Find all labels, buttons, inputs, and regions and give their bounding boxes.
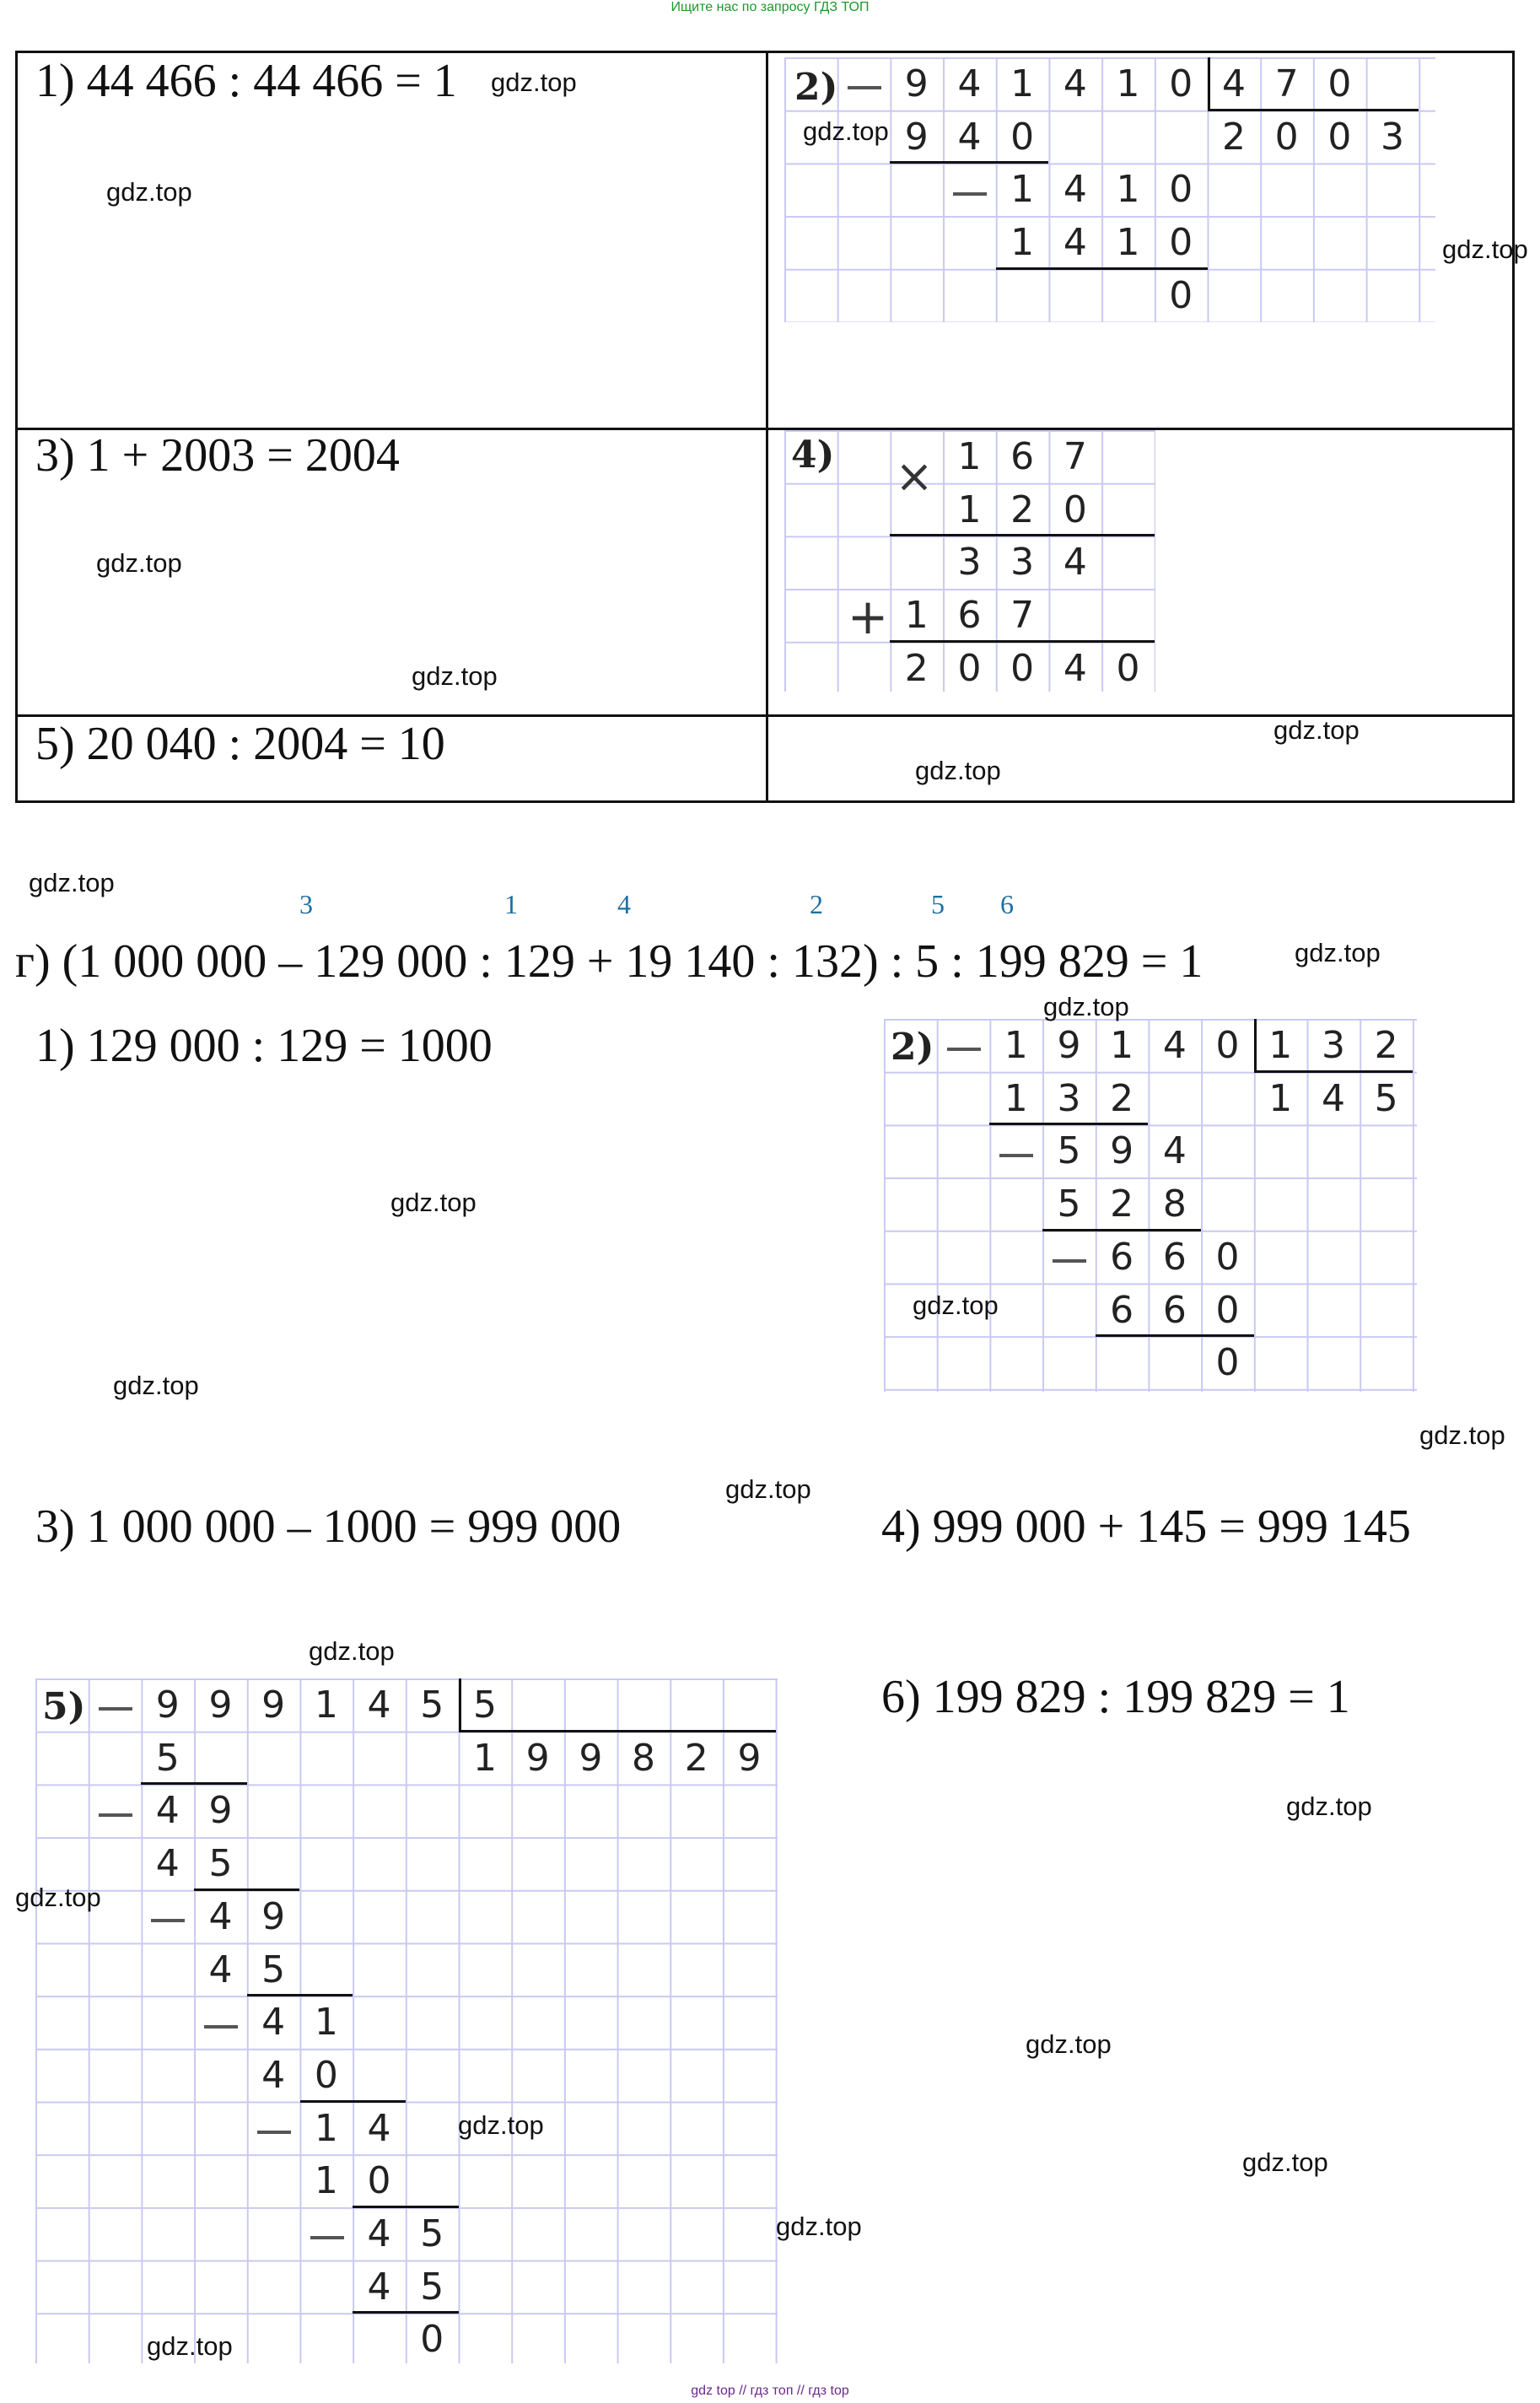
plus-icon: + bbox=[847, 588, 889, 646]
watermark: gdz.top bbox=[776, 2212, 862, 2241]
product-digit: 2 bbox=[904, 646, 929, 690]
step-digit: 2 bbox=[1110, 1076, 1134, 1120]
step-digit: 4 bbox=[1063, 168, 1087, 212]
quotient-digit: 1 bbox=[472, 1736, 497, 1780]
underline bbox=[890, 161, 1048, 164]
step-digit: 9 bbox=[261, 1894, 286, 1938]
g-division-5-grid bbox=[35, 1678, 778, 2363]
underline bbox=[459, 1730, 776, 1732]
step-label: 4) bbox=[791, 434, 835, 477]
watermark: gdz.top bbox=[913, 1290, 999, 1320]
partial-digit: 1 bbox=[904, 594, 929, 638]
quotient-digit: 3 bbox=[1381, 115, 1405, 159]
watermark: gdz.top bbox=[458, 2110, 544, 2140]
quotient-digit: 0 bbox=[1327, 115, 1352, 159]
order-mark: 6 bbox=[1000, 889, 1014, 919]
watermark: gdz.top bbox=[1419, 1420, 1505, 1450]
cell-empty bbox=[767, 716, 1514, 802]
step-digit: 6 bbox=[1110, 1288, 1134, 1332]
step-digit: 0 bbox=[367, 2159, 391, 2203]
watermark: gdz.top bbox=[915, 756, 1001, 785]
step-digit: 9 bbox=[904, 115, 929, 159]
minus-sign bbox=[947, 1048, 981, 1051]
step-digit: 6 bbox=[1162, 1235, 1187, 1279]
watermark: gdz.top bbox=[1273, 715, 1360, 745]
minus-sign bbox=[310, 2236, 344, 2239]
dividend-digit: 1 bbox=[1110, 1024, 1134, 1067]
step-digit: 6 bbox=[1110, 1235, 1134, 1279]
watermark: gdz.top bbox=[390, 1188, 477, 1217]
dividend-digit: 4 bbox=[367, 1684, 391, 1727]
step-digit: 4 bbox=[208, 1894, 233, 1938]
underline bbox=[353, 2311, 458, 2314]
step-digit: 4 bbox=[261, 2001, 286, 2045]
step-digit: 5 bbox=[261, 1948, 286, 1991]
division-bracket bbox=[459, 1678, 461, 1732]
factor-digit: 7 bbox=[1063, 435, 1087, 478]
step-digit: 0 bbox=[1010, 115, 1035, 159]
quotient-digit: 8 bbox=[632, 1736, 656, 1780]
minus-sign bbox=[99, 1707, 132, 1711]
product-digit: 0 bbox=[1116, 646, 1140, 690]
step-digit: 4 bbox=[261, 2053, 286, 2097]
dividend-digit: 4 bbox=[1063, 62, 1087, 105]
step-digit: 4 bbox=[957, 115, 982, 159]
product-digit: 4 bbox=[1063, 646, 1087, 690]
step-digit: 4 bbox=[155, 1842, 180, 1886]
step-digit: 4 bbox=[1063, 221, 1087, 265]
underline bbox=[194, 1888, 299, 1891]
divisor-digit: 1 bbox=[1268, 1024, 1293, 1067]
footer-links[interactable]: gdz top // гдз топ // гдз top bbox=[691, 2384, 849, 2398]
dividend-digit: 9 bbox=[1057, 1024, 1081, 1067]
step-digit: 5 bbox=[1057, 1183, 1081, 1226]
watermark: gdz.top bbox=[113, 1371, 199, 1400]
minus-sign bbox=[999, 1154, 1033, 1157]
step-digit: 5 bbox=[208, 1842, 233, 1886]
order-mark: 4 bbox=[617, 889, 631, 919]
step-digit: 1 bbox=[1116, 221, 1140, 265]
step-digit: 4 bbox=[208, 1948, 233, 1991]
step-digit: 4 bbox=[367, 2106, 391, 2150]
quotient-digit: 9 bbox=[737, 1736, 762, 1780]
watermark: gdz.top bbox=[1295, 938, 1381, 967]
dividend-digit: 9 bbox=[261, 1684, 286, 1727]
underline bbox=[1254, 1070, 1413, 1073]
partial-digit: 3 bbox=[957, 541, 982, 585]
underline bbox=[1042, 1229, 1201, 1231]
step-digit: 0 bbox=[1169, 273, 1193, 317]
underline bbox=[996, 267, 1208, 270]
order-mark: 5 bbox=[931, 889, 945, 919]
division-bracket bbox=[1208, 57, 1210, 110]
step-digit: 5 bbox=[155, 1736, 180, 1780]
watermark: gdz.top bbox=[96, 548, 182, 578]
underline bbox=[141, 1782, 246, 1785]
dividend-digit: 9 bbox=[208, 1684, 233, 1727]
step-digit: 0 bbox=[1215, 1288, 1240, 1332]
minus-sign bbox=[204, 2025, 238, 2029]
partial-digit: 4 bbox=[1063, 541, 1087, 585]
step-digit: 1 bbox=[1010, 221, 1035, 265]
watermark: gdz.top bbox=[725, 1474, 811, 1504]
g-equation-6: 6) 199 829 : 199 829 = 1 bbox=[881, 1671, 1350, 1723]
top-banner[interactable]: Ищите нас по запросу ГДЗ ТОП bbox=[670, 0, 870, 14]
underline bbox=[890, 640, 1155, 643]
dividend-digit: 1 bbox=[1116, 62, 1140, 105]
v-equation-1: 1) 44 466 : 44 466 = 1 bbox=[35, 55, 457, 107]
cell-step-1 bbox=[17, 52, 767, 429]
partial-digit: 6 bbox=[957, 594, 982, 638]
step-digit: 3 bbox=[1057, 1076, 1081, 1120]
product-digit: 0 bbox=[1010, 646, 1035, 690]
g-equation-3: 3) 1 000 000 – 1000 = 999 000 bbox=[35, 1501, 622, 1553]
underline bbox=[353, 2206, 458, 2208]
watermark: gdz.top bbox=[1026, 2029, 1112, 2059]
step-digit: 4 bbox=[367, 2212, 391, 2255]
dividend-digit: 4 bbox=[1162, 1024, 1187, 1067]
dividend-digit: 1 bbox=[1010, 62, 1035, 105]
underline bbox=[1096, 1334, 1254, 1337]
quotient-digit: 2 bbox=[1221, 115, 1246, 159]
quotient-digit: 9 bbox=[525, 1736, 550, 1780]
dividend-digit: 9 bbox=[904, 62, 929, 105]
step-digit: 1 bbox=[314, 2106, 338, 2150]
watermark: gdz.top bbox=[491, 67, 577, 97]
step-digit: 9 bbox=[1110, 1129, 1134, 1173]
step-digit: 1 bbox=[314, 2159, 338, 2203]
g-equation-4: 4) 999 000 + 145 = 999 145 bbox=[881, 1501, 1411, 1553]
step-digit: 0 bbox=[420, 2318, 444, 2362]
watermark: gdz.top bbox=[1242, 2147, 1328, 2177]
v-equation-5: 5) 20 040 : 2004 = 10 bbox=[35, 718, 445, 770]
factor-digit: 6 bbox=[1010, 435, 1035, 478]
step-digit: 1 bbox=[1004, 1076, 1028, 1120]
factor-digit: 2 bbox=[1010, 488, 1035, 531]
product-digit: 0 bbox=[957, 646, 982, 690]
step-digit: 0 bbox=[1169, 168, 1193, 212]
divisor-digit: 2 bbox=[1374, 1024, 1398, 1067]
quotient-digit: 9 bbox=[579, 1736, 603, 1780]
underline bbox=[890, 534, 1155, 536]
step-digit: 6 bbox=[1162, 1288, 1187, 1332]
watermark: gdz.top bbox=[15, 1883, 101, 1912]
minus-sign bbox=[151, 1919, 185, 1922]
quotient-digit: 4 bbox=[1321, 1076, 1345, 1120]
watermark: gdz.top bbox=[106, 177, 192, 207]
step-digit: 9 bbox=[208, 1789, 233, 1833]
divisor-digit: 4 bbox=[1221, 62, 1246, 105]
dividend-digit: 0 bbox=[1215, 1024, 1240, 1067]
order-mark: 3 bbox=[299, 889, 313, 919]
partial-digit: 7 bbox=[1010, 594, 1035, 638]
quotient-digit: 0 bbox=[1274, 115, 1299, 159]
underline bbox=[989, 1123, 1148, 1125]
minus-sign bbox=[257, 2131, 291, 2134]
watermark: gdz.top bbox=[1043, 992, 1129, 1021]
underline bbox=[300, 2100, 406, 2103]
order-mark: 1 bbox=[504, 889, 518, 919]
dividend-digit: 9 bbox=[155, 1684, 180, 1727]
step-digit: 2 bbox=[1110, 1183, 1134, 1226]
g-equation-1: 1) 129 000 : 129 = 1000 bbox=[35, 1020, 493, 1072]
divisor-digit: 0 bbox=[1327, 62, 1352, 105]
underline bbox=[247, 1994, 353, 1996]
watermark: gdz.top bbox=[803, 116, 889, 146]
step-digit: 5 bbox=[420, 2265, 444, 2309]
order-mark: 2 bbox=[810, 889, 823, 919]
divisor-digit: 3 bbox=[1321, 1024, 1345, 1067]
divisor-digit: 7 bbox=[1274, 62, 1299, 105]
step-digit: 0 bbox=[1169, 221, 1193, 265]
step-label: 5) bbox=[42, 1685, 86, 1728]
dividend-digit: 1 bbox=[314, 1684, 338, 1727]
factor-digit: 0 bbox=[1063, 488, 1087, 531]
watermark: gdz.top bbox=[1442, 234, 1528, 264]
watermark: gdz.top bbox=[1286, 1791, 1372, 1821]
factor-digit: 1 bbox=[957, 488, 982, 531]
step-digit: 1 bbox=[314, 2001, 338, 2045]
step-digit: 5 bbox=[420, 2212, 444, 2255]
times-icon: × bbox=[895, 450, 934, 504]
quotient-digit: 1 bbox=[1268, 1076, 1293, 1120]
step-label: 2) bbox=[794, 66, 838, 109]
minus-sign bbox=[953, 192, 987, 196]
step-digit: 0 bbox=[1215, 1235, 1240, 1279]
dividend-digit: 1 bbox=[1004, 1024, 1028, 1067]
step-digit: 0 bbox=[314, 2053, 338, 2097]
dividend-digit: 5 bbox=[420, 1684, 444, 1727]
factor-digit: 1 bbox=[957, 435, 982, 478]
watermark: gdz.top bbox=[29, 868, 115, 897]
underline bbox=[1208, 109, 1419, 111]
divisor-digit: 5 bbox=[472, 1684, 497, 1727]
watermark: gdz.top bbox=[412, 661, 498, 691]
step-digit: 5 bbox=[1057, 1129, 1081, 1173]
step-digit: 4 bbox=[1162, 1129, 1187, 1173]
quotient-digit: 5 bbox=[1374, 1076, 1398, 1120]
division-bracket bbox=[1254, 1019, 1257, 1072]
watermark: gdz.top bbox=[309, 1636, 395, 1666]
step-digit: 4 bbox=[367, 2265, 391, 2309]
minus-sign bbox=[1053, 1259, 1086, 1263]
step-digit: 1 bbox=[1116, 168, 1140, 212]
g-main-equation: г) (1 000 000 – 129 000 : 129 + 19 140 : 132) : 5 : 199 829 = 1 bbox=[15, 935, 1203, 988]
step-digit: 4 bbox=[155, 1789, 180, 1833]
quotient-digit: 2 bbox=[684, 1736, 708, 1780]
step-digit: 0 bbox=[1215, 1341, 1240, 1385]
partial-digit: 3 bbox=[1010, 541, 1035, 585]
watermark: gdz.top bbox=[147, 2331, 233, 2361]
step-label: 2) bbox=[891, 1026, 934, 1069]
v-equation-3: 3) 1 + 2003 = 2004 bbox=[35, 429, 400, 482]
step-digit: 8 bbox=[1162, 1183, 1187, 1226]
dividend-digit: 4 bbox=[957, 62, 982, 105]
step-digit: 1 bbox=[1010, 168, 1035, 212]
dividend-digit: 0 bbox=[1169, 62, 1193, 105]
minus-sign bbox=[99, 1813, 132, 1817]
minus-sign bbox=[848, 86, 881, 89]
